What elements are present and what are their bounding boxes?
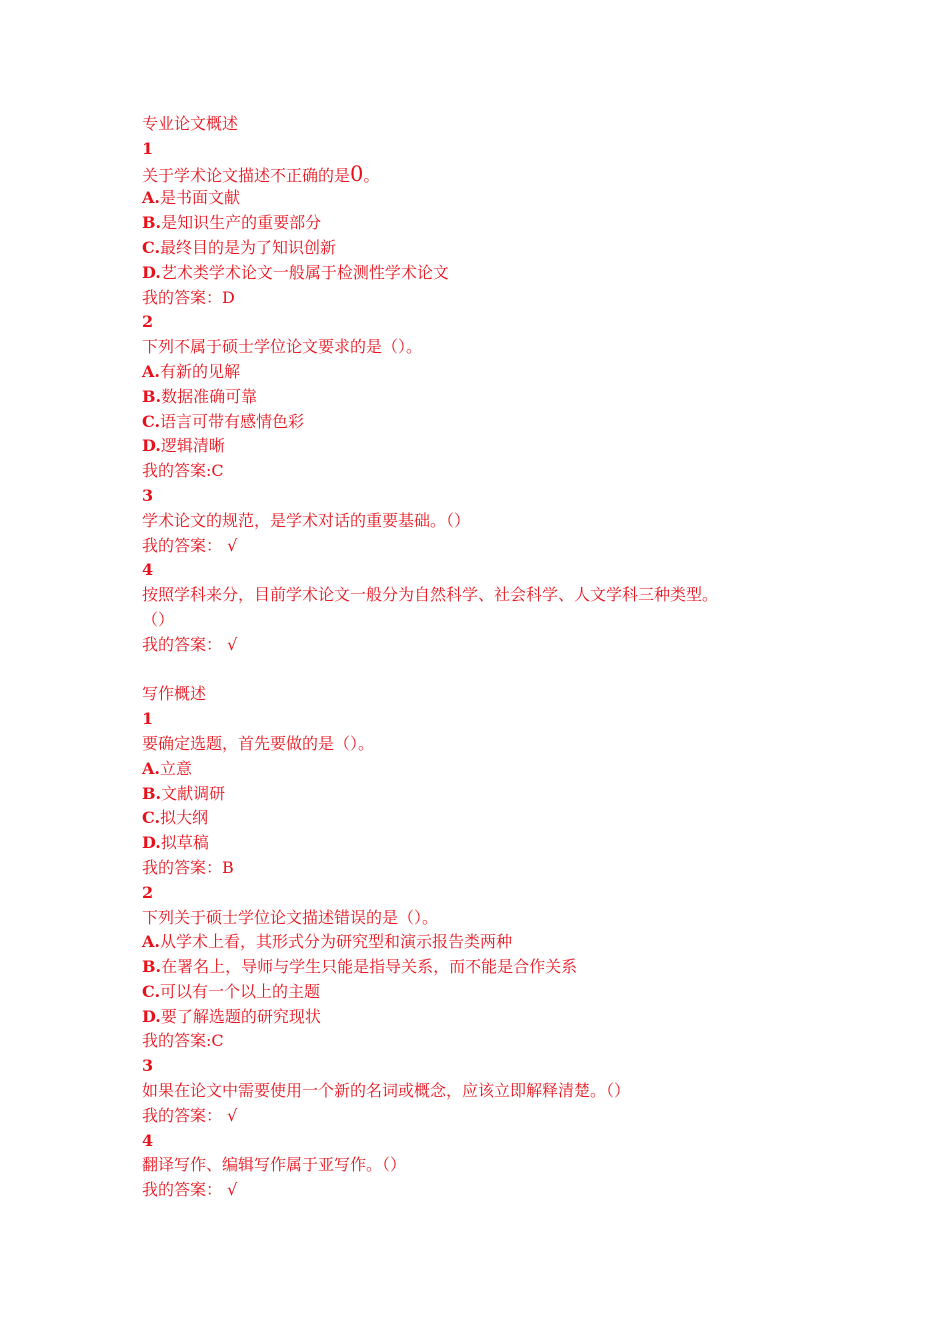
section-title: 写作概述 — [142, 684, 207, 704]
section-title: 专业论文概述 — [142, 114, 239, 133]
question-number: 4 — [142, 1130, 154, 1150]
option-b: B.在署名上，导师与学生只能是指导关系，而不能是合作关系 — [142, 957, 578, 977]
question-text: 下列关于硕士学位论文描述错误的是（）。 — [142, 907, 439, 927]
question-text: 要确定选题，首先要做的是（）。 — [142, 733, 375, 753]
option-a: A.从学术上看，其形式分为研究型和演示报告类两种 — [142, 932, 512, 952]
question-number: 1 — [142, 138, 154, 158]
question-number: 2 — [142, 312, 154, 332]
option-d: D.逻辑清晰 — [142, 436, 225, 456]
question-number: 1 — [142, 709, 154, 729]
option-c: C.可以有一个以上的主题 — [142, 981, 321, 1001]
question-number: 2 — [142, 882, 154, 902]
question-text: 如果在论文中需要使用一个新的名词或概念，应该立即解释清楚。（） — [142, 1081, 631, 1101]
option-b: B.是知识生产的重要部分 — [142, 213, 322, 233]
option-c: C.拟大纲 — [142, 808, 209, 828]
question-text: 关于学术论文描述不正确的是0。 — [142, 161, 380, 186]
question-number: 3 — [142, 1056, 154, 1076]
question-text: 下列不属于硕士学位论文要求的是（）。 — [142, 337, 423, 357]
section-spacer — [142, 658, 842, 683]
answer-line: 我的答案:C — [142, 461, 224, 481]
option-d: D.要了解选题的研究现状 — [142, 1006, 321, 1026]
question-text: 翻译写作、编辑写作属于亚写作。（） — [142, 1155, 407, 1175]
document-page — [142, 112, 842, 1203]
question-number: 4 — [142, 560, 154, 580]
option-c: C.语言可带有感情色彩 — [142, 411, 305, 431]
question-number: 3 — [142, 485, 154, 505]
answer-line: 我的答案： √ — [142, 535, 238, 555]
answer-line: 我的答案：B — [142, 857, 234, 877]
answer-line: 我的答案： √ — [142, 634, 238, 654]
option-a: A.立意 — [142, 758, 192, 778]
question-text-continued: （） — [142, 609, 175, 629]
option-d: D.拟草稿 — [142, 833, 209, 853]
option-a: A.有新的见解 — [142, 361, 240, 381]
option-b: B.数据准确可靠 — [142, 386, 258, 406]
answer-line: 我的答案： √ — [142, 1105, 238, 1125]
option-a: A.是书面文献 — [142, 188, 240, 208]
answer-line: 我的答案:C — [142, 1031, 224, 1051]
question-text: 学术论文的规范，是学术对话的重要基础。（） — [142, 510, 471, 530]
option-d: D.艺术类学术论文一般属于检测性学术论文 — [142, 262, 449, 282]
option-b: B.文献调研 — [142, 783, 226, 803]
answer-line: 我的答案：D — [142, 287, 235, 307]
question-text: 按照学科来分，目前学术论文一般分为自然科学、社会科学、人文学科三种类型。 — [142, 585, 719, 605]
option-c: C.最终目的是为了知识创新 — [142, 237, 337, 257]
answer-line: 我的答案： √ — [142, 1180, 238, 1200]
